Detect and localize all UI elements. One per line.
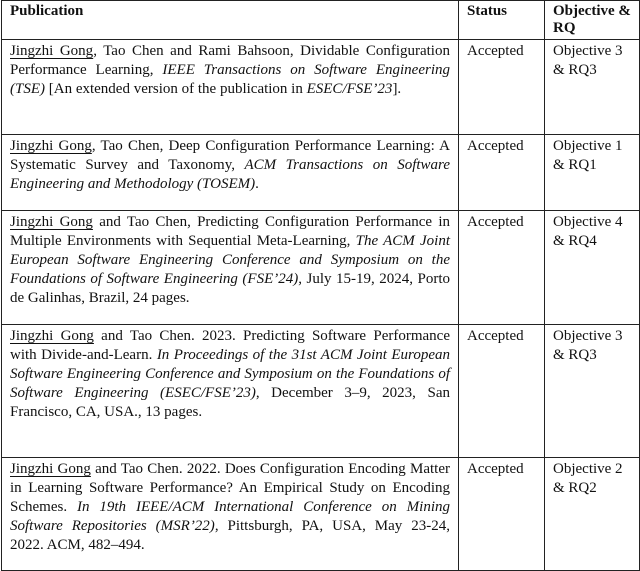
publication-venue: The ACM Joint European Software Engineering Conference and Symposium on the Foundations of Software Engineering (FSE’24) [10,233,450,287]
author-name: Jingzhi Gong [10,43,94,59]
publication-venue: In Proceedings of the 31st ACM Joint European Software Engineering Conference and Symposium on the Foundations of Software Engineering (ESEC/FSE’23) [10,347,450,401]
author-name: Jingzhi Gong [10,328,94,344]
publication-cell [2,40,459,135]
objective-cell: Objective 2 & RQ2 [545,458,640,571]
header-status: Status [459,1,545,40]
publication-cell [2,458,459,571]
objective-cell: Objective 3 & RQ3 [545,40,640,135]
header-objective: Objective & RQ [545,1,640,40]
table-row [2,135,640,211]
status-cell: Accepted [459,325,545,458]
publication-tail: , July 15-19, 2024, Porto de Galinhas, Brazil, 24 pages. [10,271,450,306]
header-row [2,1,640,40]
objective-cell: Objective 1 & RQ1 [545,135,640,211]
publication-tail: [An extended version of the publication in [45,81,307,97]
author-name: Jingzhi Gong [10,461,91,477]
publication-tail: . [255,176,259,192]
status-cell: Accepted [459,458,545,571]
objective-cell: Objective 3 & RQ3 [545,325,640,458]
author-name: Jingzhi Gong [10,214,93,230]
status-cell: Accepted [459,40,545,135]
table-row [2,211,640,325]
header-publication: Publication [2,1,459,40]
publication-tail: , December 3–9, 2023, San Francisco, CA, USA., 13 pages. [10,385,450,420]
publication-text: , Tao Chen and Rami Bahsoon, Dividable Configuration Performance Learning, [10,43,450,78]
publication-text: and Tao Chen. 2022. Does Configuration Encoding Matter in Learning Software Performance? An Empirical Study on Encoding Schemes. [10,461,450,515]
publication-text: , Tao Chen, Deep Configuration Performance Learning: A Systematic Survey and Taxonomy, [10,138,450,173]
publications-table [1,0,640,571]
publication-tail-end: ]. [392,81,402,97]
publication-text: and Tao Chen, Predicting Configuration Performance in Multiple Environments with Sequential Meta-Learning, [10,214,450,249]
author-name: Jingzhi Gong [10,138,92,154]
publication-text: and Tao Chen. 2023. Predicting Software Performance with Divide-and-Learn. [10,328,450,363]
status-cell: Accepted [459,211,545,325]
publication-tail: , Pittsburgh, PA, USA, May 23-24, 2022. ACM, 482–494. [10,518,450,553]
publication-venue: In 19th IEEE/ACM International Conference on Mining Software Repositories (MSR’22) [10,499,450,534]
table-row [2,325,640,458]
table-row [2,458,640,571]
objective-cell: Objective 4 & RQ4 [545,211,640,325]
publication-venue: ACM Transactions on Software Engineering and Methodology (TOSEM) [10,157,450,192]
publication-tail-italic: ESEC/FSE’23 [306,81,393,97]
status-cell: Accepted [459,135,545,211]
publication-cell [2,135,459,211]
table-row [2,40,640,135]
publication-cell [2,325,459,458]
publication-cell [2,211,459,325]
publication-venue: IEEE Transactions on Software Engineering (TSE) [10,62,450,97]
